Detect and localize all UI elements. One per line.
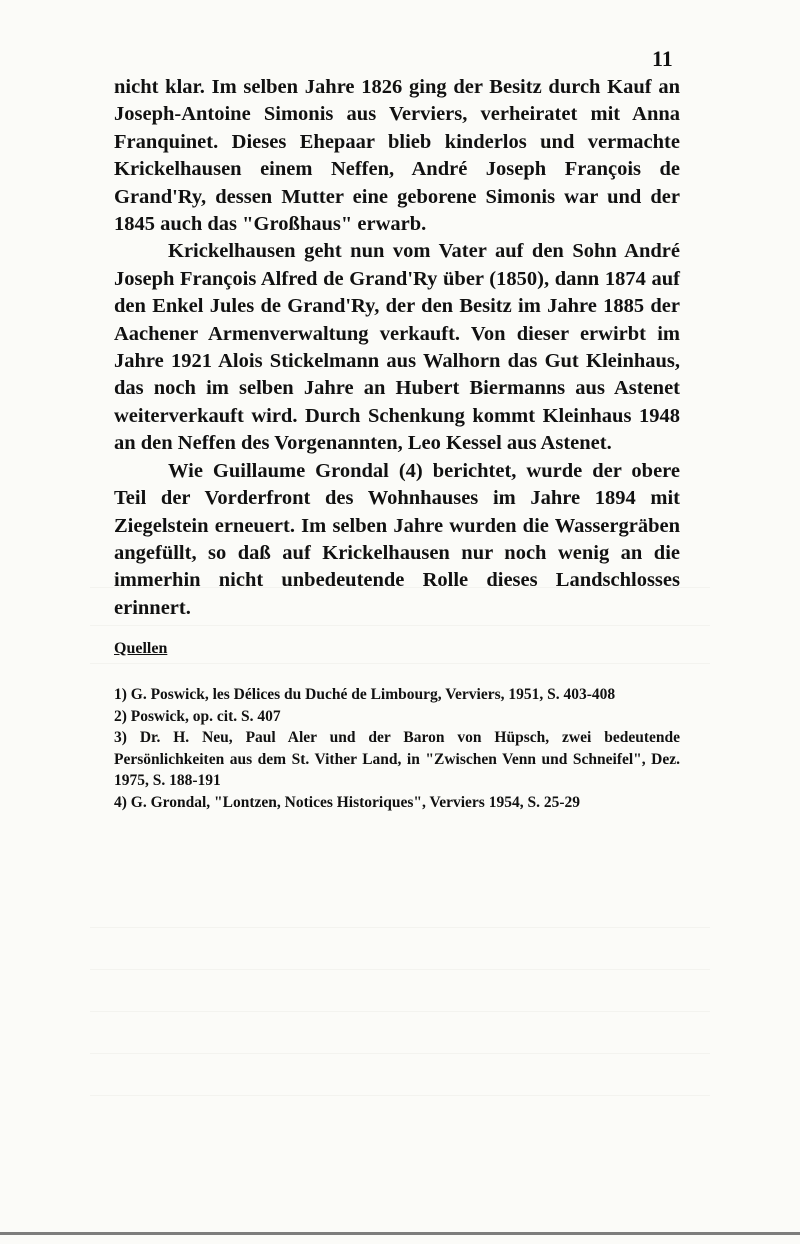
paragraph: Krickelhausen geht nun vom Vater auf den Sohn André Joseph François Alfred de Grand'Ry über (1850), dann 1874 auf den Enkel Jules de Grand'Ry, der den Besitz im Jahre 1885 der Aachener Armenverwaltung verkauft. Von dieser erwirbt im Jahre 1921 Alois Stickelmann aus Walhorn das Gut Kleinhaus, das noch im selben Jahre an Hubert Biermanns aus Astenet weiterverkauft wird. Durch Schenkung kommt Kleinhaus 1948 an den Neffen des Vorgenannten, Leo Kessel aus Astenet.	[114, 240, 680, 455]
bleed-through-texture-lower	[90, 900, 710, 1096]
source-item: 4) G. Grondal, "Lontzen, Notices Historiques", Verviers 1954, S. 25-29	[114, 793, 580, 811]
source-item: 3) Dr. H. Neu, Paul Aler und der Baron von Hüpsch, zwei bedeutende Persönlichkeiten aus dem St. Vither Land, in "Zwischen Venn und Schneifel", Dez. 1975, S. 188-191	[114, 729, 680, 789]
page-number: 11	[652, 46, 673, 71]
body-text	[114, 74, 680, 622]
paragraph: Wie Guillaume Grondal (4) berichtet, wurde der obere Teil der Vorderfront des Wohnhauses im Jahre 1894 mit Ziegelstein erneuert. Im selben Jahre wurden die Wassergräben angefüllt, so daß auf Krickelhausen nur noch wenig an die immerhin nicht unbedeutende Rolle dieses Landschlosses erinnert.	[114, 459, 680, 619]
sources-heading: Quellen	[114, 640, 168, 657]
sources-list	[114, 684, 680, 813]
source-item: 2) Poswick, op. cit. S. 407	[114, 707, 281, 725]
source-item: 1) G. Poswick, les Délices du Duché de Limbourg, Verviers, 1951, S. 403-408	[114, 686, 616, 703]
scan-edge	[0, 1232, 800, 1235]
paragraph: nicht klar. Im selben Jahre 1826 ging der Besitz durch Kauf an Joseph-Antoine Simonis aus Verviers, verheiratet mit Anna Franquinet. Dieses Ehepaar blieb kinderlos und vermachte Krickelhausen einem Neffen, André Joseph François de Grand'Ry, dessen Mutter eine geborene Simonis war und der 1845 auch das "Großhaus" erwarb.	[114, 76, 680, 236]
